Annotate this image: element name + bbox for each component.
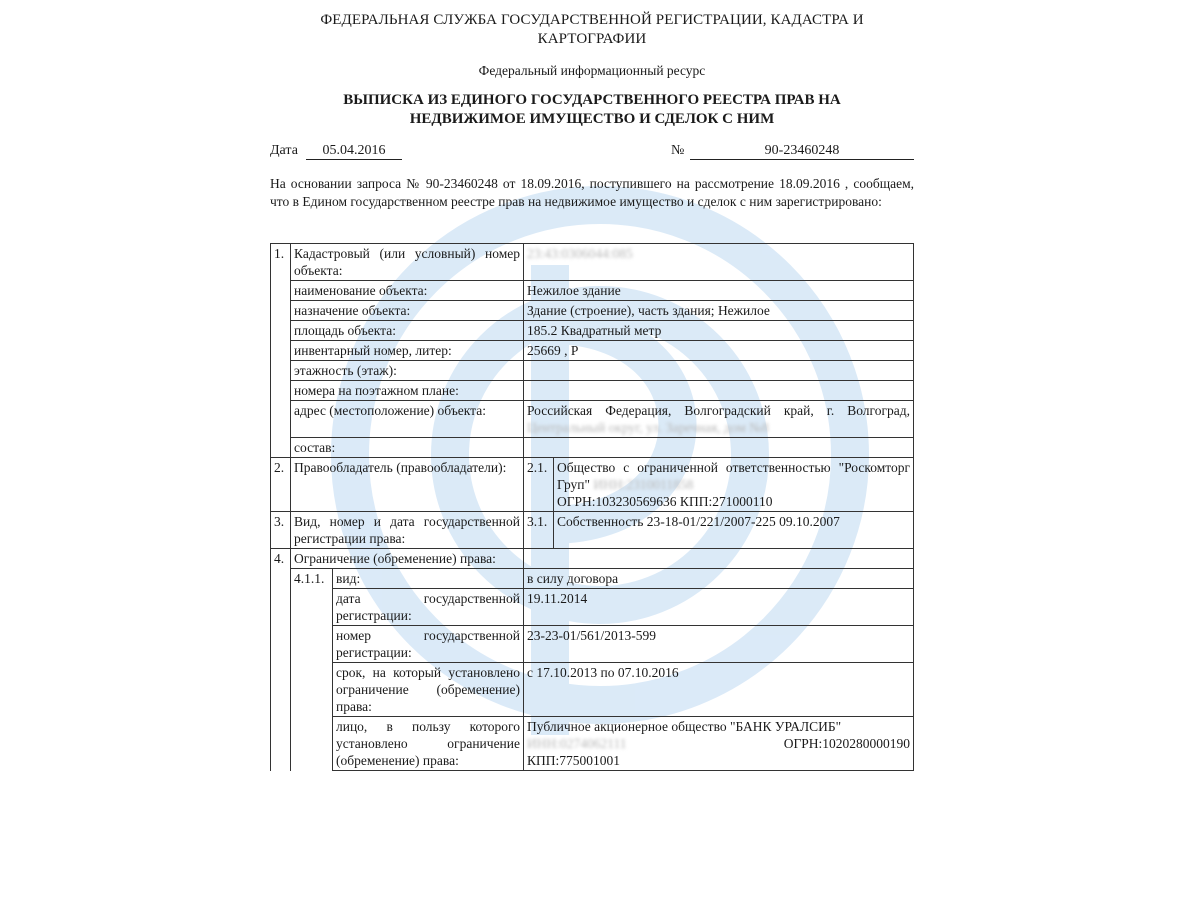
beneficiary-label: лицо, в пользу которого установлено ограничение (обременение) права: <box>333 717 524 771</box>
reg-number-label: номер государственной регистрации: <box>333 626 524 663</box>
table-row <box>271 401 914 438</box>
table-row <box>271 361 914 381</box>
cadastral-label: Кадастровый (или условный) номер объекта: <box>291 244 524 281</box>
date-label: Дата <box>270 143 298 158</box>
table-row <box>271 717 914 771</box>
table-row <box>271 244 914 281</box>
document-title: ВЫПИСКА ИЗ ЕДИНОГО ГОСУДАРСТВЕННОГО РЕЕСТРА ПРАВ НА НЕДВИЖИМОЕ ИМУЩЕСТВО И СДЕЛОК С НИМ <box>343 92 841 127</box>
inventory-value: 25669 , Р <box>524 341 914 361</box>
table-row <box>271 663 914 717</box>
table-row <box>271 438 914 458</box>
inn-redacted: ИНН:2310011858 <box>593 477 694 492</box>
meta-row <box>270 143 914 165</box>
registration-value: Собственность 23-18-01/221/2007-225 09.10.2007 <box>554 512 914 549</box>
floorplan-value <box>524 381 914 401</box>
beneficiary-value: Публичное акционерное общество "БАНК УРАЛСИБ" ИНН:0274062111 ОГРН:1020280000190 КПП:775001001 <box>524 717 914 771</box>
registration-label: Вид, номер и дата государственной регистрации права: <box>291 512 524 549</box>
cadastral-value <box>524 244 914 281</box>
document-page <box>270 0 914 210</box>
cadastral-number-redacted: 23:43:0306044:085 <box>527 246 633 261</box>
subsection-number: 4.1.1. <box>291 569 333 771</box>
number-label: № <box>671 143 685 158</box>
table-row <box>271 569 914 589</box>
section-number: 1. <box>271 244 291 458</box>
table-row <box>271 549 914 569</box>
floorplan-label: номера на поэтажном плане: <box>291 381 524 401</box>
table-row <box>271 321 914 341</box>
object-name-value: Нежилое здание <box>524 281 914 301</box>
table-row <box>271 301 914 321</box>
date-value: 05.04.2016 <box>306 143 402 160</box>
agency-name: ФЕДЕРАЛЬНАЯ СЛУЖБА ГОСУДАРСТВЕННОЙ РЕГИСТРАЦИИ, КАДАСТРА И КАРТОГРАФИИ <box>320 12 864 47</box>
floors-label: этажность (этаж): <box>291 361 524 381</box>
registry-table <box>270 243 914 771</box>
table-row <box>271 589 914 626</box>
address-redacted: Центральный округ, ул. Заречная, дом №8 <box>527 420 769 435</box>
composition-value <box>524 438 914 458</box>
floors-value <box>524 361 914 381</box>
kind-label: вид: <box>333 569 524 589</box>
subsection-number: 3.1. <box>524 512 554 549</box>
purpose-value: Здание (строение), часть здания; Нежилое <box>524 301 914 321</box>
rightholder-value: Общество с ограниченной ответственностью "Роскомторг Груп" ИНН:2310011858 ОГРН:103230569636 КПП:271000110 <box>554 458 914 512</box>
term-value: с 17.10.2013 по 07.10.2016 <box>524 663 914 717</box>
inn-redacted: ИНН:0274062111 <box>527 736 627 751</box>
term-label: срок, на который установлено ограничение (обременение) права: <box>333 663 524 717</box>
address-label: адрес (местоположение) объекта: <box>291 401 524 438</box>
table-row <box>271 281 914 301</box>
table-row <box>271 626 914 663</box>
section-number: 3. <box>271 512 291 549</box>
table-row <box>271 458 914 512</box>
intro-paragraph: На основании запроса № 90-23460248 от 18.09.2016, поступившего на рассмотрение 18.09.2016 , сообщаем, что в Едином государственном реестре прав на недвижимое имущество и сделок с ним зарегистрировано: <box>270 176 914 209</box>
table-row <box>271 381 914 401</box>
section-number: 4. <box>271 549 291 771</box>
table-row <box>271 512 914 549</box>
composition-label: состав: <box>291 438 524 458</box>
kind-value: в силу договора <box>524 569 914 589</box>
inventory-label: инвентарный номер, литер: <box>291 341 524 361</box>
resource-name: Федеральный информационный ресурс <box>478 63 706 78</box>
reg-number-value: 23-23-01/561/2013-599 <box>524 626 914 663</box>
reg-date-label: дата государственной регистрации: <box>333 589 524 626</box>
number-value: 90-23460248 <box>690 143 914 160</box>
subsection-number: 2.1. <box>524 458 554 512</box>
table-row <box>271 341 914 361</box>
reg-date-value: 19.11.2014 <box>524 589 914 626</box>
encumbrance-label: Ограничение (обременение) права: <box>291 549 524 569</box>
object-name-label: наименование объекта: <box>291 281 524 301</box>
rightholder-label: Правообладатель (правообладатели): <box>291 458 524 512</box>
encumbrance-value <box>524 549 914 569</box>
section-number: 2. <box>271 458 291 512</box>
address-value: Российская Федерация, Волгоградский край, г. Волгоград, Центральный округ, ул. Заречная, дом №8 <box>524 401 914 438</box>
purpose-label: назначение объекта: <box>291 301 524 321</box>
area-label: площадь объекта: <box>291 321 524 341</box>
area-value: 185.2 Квадратный метр <box>524 321 914 341</box>
